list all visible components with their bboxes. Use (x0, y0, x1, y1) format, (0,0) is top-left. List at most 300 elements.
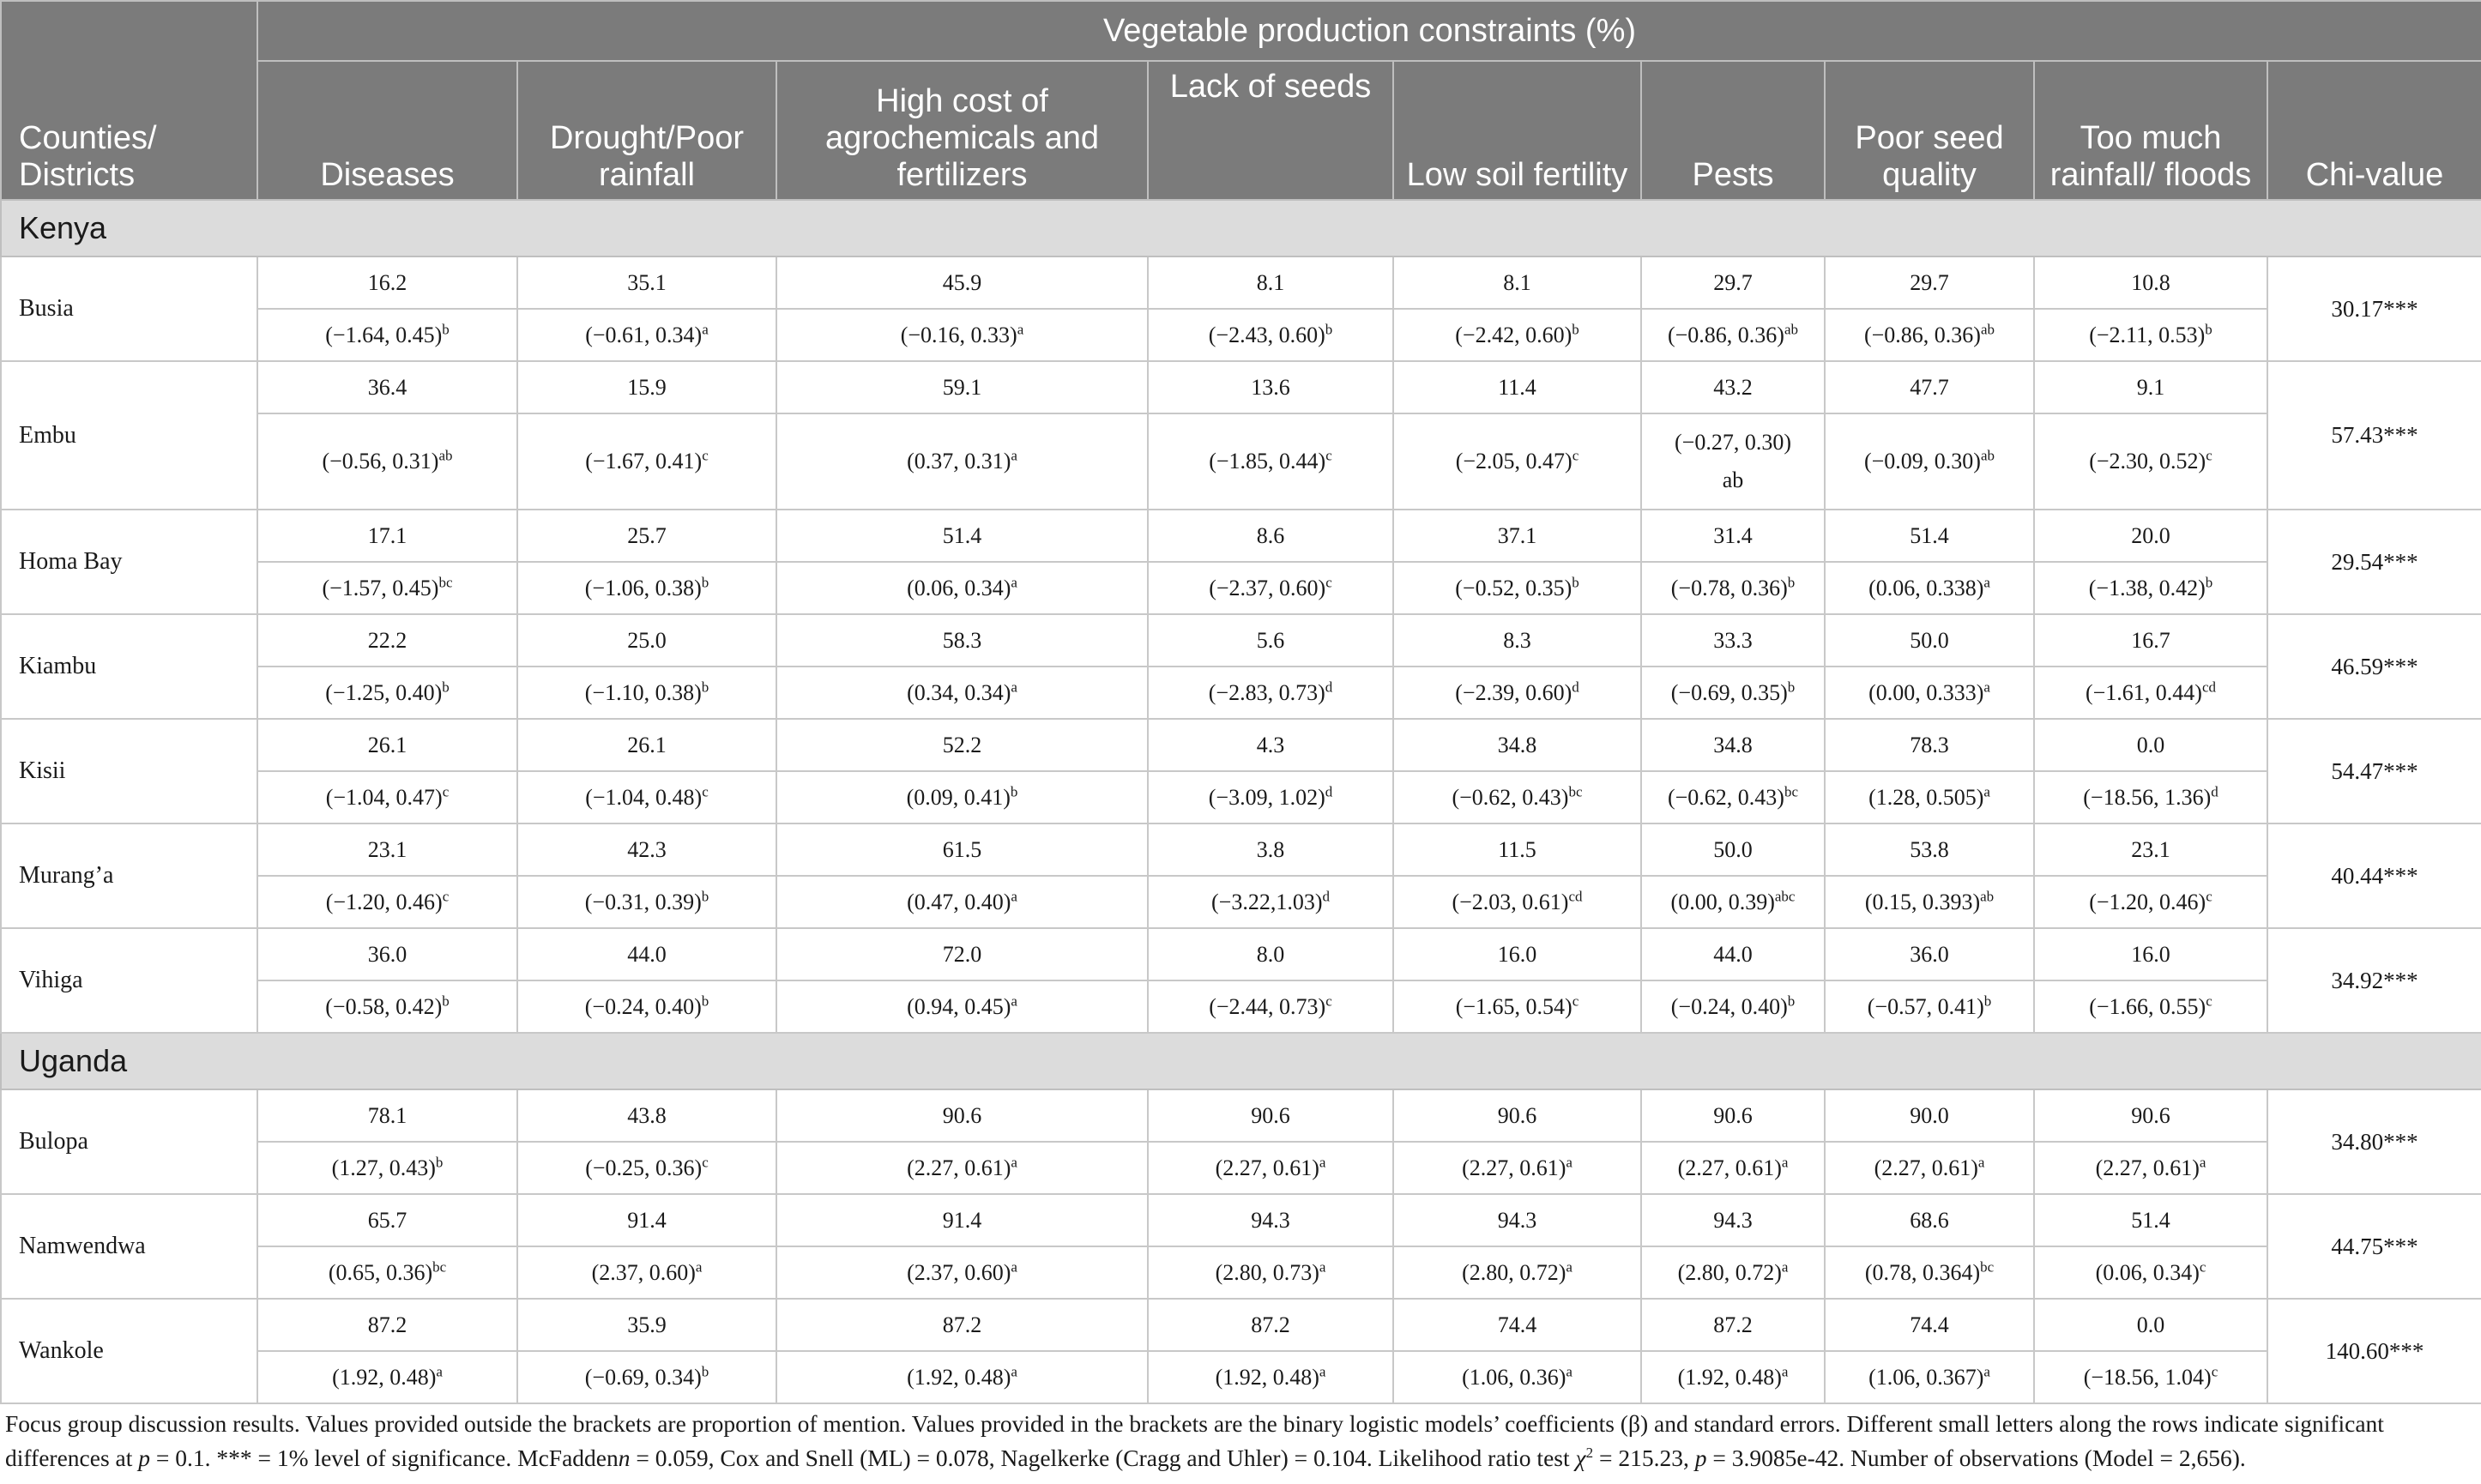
significance-letter: a (1011, 887, 1017, 904)
county-name: Wankole (1, 1299, 257, 1403)
coefficient-cell (257, 309, 517, 361)
significance-letter: a (1319, 1258, 1326, 1275)
footnote-text-a: = 0.1. *** = 1% level of significance. McFadden (150, 1445, 619, 1471)
section-row (1, 200, 2481, 256)
coefficient-text: (−1.04, 0.48) (585, 784, 703, 810)
coefficient-text: (−2.39, 0.60) (1455, 679, 1573, 705)
significance-letter: b (701, 1362, 709, 1379)
proportion-cell: 44.0 (517, 928, 776, 980)
footnote-p-symbol: p (138, 1445, 150, 1471)
table-body (1, 200, 2481, 1403)
coefficient-text: (−1.61, 0.44) (2085, 679, 2202, 705)
proportion-cell: 8.6 (1148, 510, 1393, 562)
significance-letter: d (2211, 782, 2218, 799)
proportion-cell: 58.3 (776, 614, 1148, 667)
significance-letter: b (1983, 992, 1992, 1009)
table-row (1, 1299, 2481, 1351)
chi-value-cell: 30.17*** (2267, 256, 2481, 361)
significance-letter: c (1325, 573, 1332, 590)
coefficient-cell (1148, 309, 1393, 361)
coefficient-cell (1825, 562, 2034, 614)
significance-letter: d (1322, 887, 1330, 904)
footnote-text-d: = 3.9085e-42. Number of observations (Model = 2,656). (1706, 1445, 2246, 1471)
proportion-cell: 36.0 (257, 928, 517, 980)
coefficient-row (1, 413, 2481, 510)
coefficient-text: (−0.58, 0.42) (325, 993, 443, 1019)
coefficient-cell (1393, 667, 1641, 719)
coefficient-text: (−2.30, 0.52) (2089, 449, 2206, 474)
proportion-cell: 11.5 (1393, 823, 1641, 876)
coefficient-text: (2.27, 0.61) (1677, 1155, 1782, 1180)
significance-letter: b (2205, 573, 2213, 590)
coefficient-text: (−2.37, 0.60) (1209, 575, 1326, 600)
coefficient-text: (2.80, 0.72) (1677, 1259, 1782, 1285)
significance-letter: c (1325, 992, 1332, 1009)
significance-letter: b (435, 1153, 444, 1170)
chi-value-cell: 54.47*** (2267, 719, 2481, 823)
table-footnote (5, 1407, 2469, 1475)
proportion-cell: 87.2 (1148, 1299, 1393, 1351)
significance-letter: c (1325, 447, 1332, 464)
coefficient-row (1, 309, 2481, 361)
proportion-cell: 94.3 (1641, 1194, 1825, 1246)
significance-letter: a (1011, 1362, 1017, 1379)
significance-letter: b (1787, 573, 1796, 590)
coefficient-row (1, 1351, 2481, 1403)
coefficient-text: (1.06, 0.367) (1868, 1364, 1984, 1390)
proportion-cell: 87.2 (1641, 1299, 1825, 1351)
coefficient-row (1, 980, 2481, 1033)
proportion-cell: 36.0 (1825, 928, 2034, 980)
chi-value-cell: 140.60*** (2267, 1299, 2481, 1403)
coefficient-text: (0.09, 0.41) (906, 784, 1011, 810)
footnote-text-c: = 215.23, (1593, 1445, 1695, 1471)
significance-letter: a (1781, 1258, 1789, 1275)
county-name: Embu (1, 361, 257, 510)
coefficient-cell (2034, 1246, 2267, 1299)
footnote-text-b: = 0.059, Cox and Snell (ML) = 0.078, Nagelkerke (Cragg and Uhler) = 0.104. Likelihood ratio test (630, 1445, 1576, 1471)
significance-letter: a (1011, 678, 1017, 695)
coefficient-text: (−2.44, 0.73) (1209, 993, 1326, 1019)
significance-letter: bc (432, 1258, 447, 1275)
significance-letter: a (1319, 1153, 1326, 1170)
proportion-cell: 43.8 (517, 1089, 776, 1142)
coefficient-cell (1825, 309, 2034, 361)
significance-letter: a (2199, 1153, 2206, 1170)
coefficient-text: (1.92, 0.48) (1677, 1364, 1782, 1390)
coefficient-cell (257, 1246, 517, 1299)
coefficient-text: (2.80, 0.72) (1462, 1259, 1566, 1285)
proportion-cell: 59.1 (776, 361, 1148, 413)
table-row (1, 928, 2481, 980)
significance-letter: b (1787, 992, 1796, 1009)
significance-letter: d (1325, 782, 1333, 799)
significance-letter: cd (2201, 678, 2217, 695)
proportion-cell: 4.3 (1148, 719, 1393, 771)
coefficient-text: (2.27, 0.61) (907, 1155, 1011, 1180)
coefficient-text: (−0.24, 0.40) (1670, 993, 1788, 1019)
proportion-cell: 20.0 (2034, 510, 2267, 562)
table-row (1, 361, 2481, 413)
chi-value-cell: 40.44*** (2267, 823, 2481, 928)
proportion-cell: 47.7 (1825, 361, 2034, 413)
column-header-diseases: Diseases (257, 61, 517, 200)
table-row (1, 256, 2481, 309)
proportion-cell: 90.6 (1641, 1089, 1825, 1142)
proportion-cell: 94.3 (1148, 1194, 1393, 1246)
coefficient-cell (1393, 771, 1641, 823)
column-header-too-much-rainfall: Too much rainfall/ floods (2034, 61, 2267, 200)
coefficient-cell (1148, 1142, 1393, 1194)
coefficient-cell (776, 1246, 1148, 1299)
coefficient-cell (776, 309, 1148, 361)
significance-letter: a (1983, 573, 1990, 590)
significance-letter: a (1566, 1362, 1573, 1379)
coefficient-text: (0.06, 0.34) (907, 575, 1011, 600)
coefficient-text: (2.27, 0.61) (2095, 1155, 2200, 1180)
chi-value-cell: 57.43*** (2267, 361, 2481, 510)
coefficient-text: (0.65, 0.36) (328, 1259, 433, 1285)
coefficient-cell (776, 562, 1148, 614)
column-header-low-soil-fertility: Low soil fertility (1393, 61, 1641, 200)
coefficient-cell (517, 309, 776, 361)
proportion-cell: 34.8 (1393, 719, 1641, 771)
section-label: Uganda (1, 1033, 2481, 1089)
significance-letter: c (702, 1153, 709, 1170)
proportion-cell: 23.1 (257, 823, 517, 876)
coefficient-text: (1.06, 0.36) (1462, 1364, 1566, 1390)
coefficient-cell (257, 980, 517, 1033)
coefficient-cell (517, 980, 776, 1033)
significance-letter: c (442, 782, 450, 799)
coefficient-text: (−1.06, 0.38) (584, 575, 702, 600)
significance-letter: a (1983, 678, 1990, 695)
coefficient-text: (−1.65, 0.54) (1455, 993, 1573, 1019)
coefficient-cell (257, 1142, 517, 1194)
proportion-cell: 90.6 (2034, 1089, 2267, 1142)
coefficient-text: (0.06, 0.34) (2095, 1259, 2200, 1285)
coefficient-text: (−0.69, 0.34) (584, 1364, 702, 1390)
significance-letter: a (1977, 1153, 1985, 1170)
coefficient-cell (1825, 876, 2034, 928)
significance-letter: b (701, 992, 709, 1009)
coefficient-text: (−1.57, 0.45) (322, 575, 439, 600)
proportion-cell: 34.8 (1641, 719, 1825, 771)
coefficient-cell (1825, 1246, 2034, 1299)
coefficient-text: (0.78, 0.364) (1864, 1259, 1981, 1285)
significance-letter: ab (1980, 320, 1995, 337)
coefficient-text: (−18.56, 1.36) (2083, 784, 2212, 810)
coefficient-text: (−2.42, 0.60) (1455, 322, 1573, 347)
coefficient-text: (1.92, 0.48) (1215, 1364, 1319, 1390)
coefficient-cell (517, 771, 776, 823)
significance-letter: b (701, 678, 709, 695)
coefficient-cell (1148, 876, 1393, 928)
coefficient-cell (517, 1142, 776, 1194)
coefficient-cell (1641, 413, 1825, 510)
significance-letter: a (1011, 447, 1017, 464)
proportion-cell: 5.6 (1148, 614, 1393, 667)
significance-letter: a (1011, 1258, 1017, 1275)
proportion-cell: 90.6 (1393, 1089, 1641, 1142)
coefficient-row (1, 771, 2481, 823)
proportion-cell: 90.0 (1825, 1089, 2034, 1142)
significance-letter: a (1781, 1362, 1789, 1379)
significance-letter: a (1566, 1153, 1573, 1170)
proportion-cell: 91.4 (776, 1194, 1148, 1246)
proportion-cell: 50.0 (1641, 823, 1825, 876)
chi-value-cell: 34.92*** (2267, 928, 2481, 1033)
coefficient-text: (−1.04, 0.47) (325, 784, 443, 810)
coefficient-cell (1641, 876, 1825, 928)
coefficient-text: (−18.56, 1.04) (2083, 1364, 2212, 1390)
significance-letter: ab (1980, 447, 1995, 464)
constraints-supra-header: Vegetable production constraints (%) (257, 1, 2481, 61)
proportion-cell: 78.1 (257, 1089, 517, 1142)
proportion-cell: 74.4 (1393, 1299, 1641, 1351)
coefficient-cell (517, 667, 776, 719)
coefficient-cell (517, 876, 776, 928)
coefficient-text: (0.34, 0.34) (907, 679, 1011, 705)
coefficient-cell (1393, 1142, 1641, 1194)
coefficient-text: (−0.25, 0.36) (585, 1155, 703, 1180)
significance-letter: bc (1980, 1258, 1995, 1275)
proportion-cell: 8.0 (1148, 928, 1393, 980)
proportion-cell: 17.1 (257, 510, 517, 562)
proportion-cell: 72.0 (776, 928, 1148, 980)
significance-letter: bc (1784, 782, 1799, 799)
significance-letter: b (442, 992, 450, 1009)
coefficient-cell (776, 413, 1148, 510)
coefficient-cell (776, 771, 1148, 823)
coefficient-row (1, 1246, 2481, 1299)
proportion-cell: 10.8 (2034, 256, 2267, 309)
chi-value-cell: 44.75*** (2267, 1194, 2481, 1299)
coefficient-text: (1.27, 0.43) (331, 1155, 436, 1180)
coefficient-text: (0.06, 0.338) (1868, 575, 1984, 600)
coefficient-cell (517, 1351, 776, 1403)
proportion-cell: 11.4 (1393, 361, 1641, 413)
coefficient-cell (2034, 667, 2267, 719)
coefficient-text: (2.27, 0.61) (1462, 1155, 1566, 1180)
coefficient-text: (2.27, 0.61) (1215, 1155, 1319, 1180)
proportion-cell: 8.1 (1393, 256, 1641, 309)
significance-letter: b (1572, 320, 1579, 337)
county-name: Namwendwa (1, 1194, 257, 1299)
table-row (1, 510, 2481, 562)
significance-letter: d (1572, 678, 1579, 695)
proportion-cell: 90.6 (776, 1089, 1148, 1142)
section-label: Kenya (1, 200, 2481, 256)
proportion-cell: 35.1 (517, 256, 776, 309)
coefficient-cell (257, 562, 517, 614)
proportion-cell: 13.6 (1148, 361, 1393, 413)
county-name: Bulopa (1, 1089, 257, 1194)
proportion-cell: 0.0 (2034, 1299, 2267, 1351)
coefficient-cell (517, 1246, 776, 1299)
proportion-cell: 94.3 (1393, 1194, 1641, 1246)
section-row (1, 1033, 2481, 1089)
proportion-cell: 22.2 (257, 614, 517, 667)
significance-letter: c (2199, 1258, 2206, 1275)
coefficient-cell (1393, 413, 1641, 510)
significance-letter: c (2206, 887, 2212, 904)
county-name: Homa Bay (1, 510, 257, 614)
coefficient-cell (2034, 309, 2267, 361)
coefficient-cell (257, 1351, 517, 1403)
proportion-cell: 42.3 (517, 823, 776, 876)
coefficient-cell (257, 771, 517, 823)
coefficient-text: (−1.66, 0.55) (2089, 993, 2206, 1019)
significance-letter: b (701, 573, 709, 590)
coefficient-text: (−2.43, 0.60) (1208, 322, 1325, 347)
county-name: Kiambu (1, 614, 257, 719)
chi-value-cell: 29.54*** (2267, 510, 2481, 614)
proportion-cell: 26.1 (517, 719, 776, 771)
coefficient-cell (776, 1142, 1148, 1194)
significance-letter: cd (1568, 887, 1583, 904)
coefficient-text: (−0.62, 0.43) (1452, 784, 1569, 810)
significance-letter: a (1011, 1153, 1017, 1170)
coefficient-cell (1825, 1142, 2034, 1194)
significance-letter: a (1781, 1153, 1789, 1170)
significance-letter: ab (438, 447, 453, 464)
significance-letter-wrapped: ab (1722, 468, 1744, 492)
column-header-high-cost: High cost of agrochemicals and fertilizers (776, 61, 1148, 200)
significance-letter: c (702, 782, 709, 799)
coefficient-cell (257, 413, 517, 510)
coefficient-cell (1393, 1246, 1641, 1299)
column-header-drought: Drought/Poor rainfall (517, 61, 776, 200)
proportion-cell: 23.1 (2034, 823, 2267, 876)
coefficient-cell (1825, 771, 2034, 823)
significance-letter: b (1572, 573, 1579, 590)
column-header-pests: Pests (1641, 61, 1825, 200)
proportion-cell: 33.3 (1641, 614, 1825, 667)
coefficient-text: (2.27, 0.61) (1874, 1155, 1978, 1180)
coefficient-cell (1641, 1142, 1825, 1194)
coefficient-text: (−0.62, 0.43) (1667, 784, 1784, 810)
coefficient-cell (1641, 771, 1825, 823)
significance-letter: bc (1568, 782, 1583, 799)
coefficient-text: (1.92, 0.48) (907, 1364, 1011, 1390)
coefficient-cell (1148, 1351, 1393, 1403)
significance-letter: b (2205, 320, 2212, 337)
proportion-cell: 35.9 (517, 1299, 776, 1351)
coefficient-text: (2.80, 0.73) (1215, 1259, 1319, 1285)
coefficient-cell (1148, 1246, 1393, 1299)
coefficient-cell (1393, 562, 1641, 614)
coefficient-text: (−1.64, 0.45) (325, 322, 443, 347)
proportion-cell: 16.0 (2034, 928, 2267, 980)
coefficient-cell (1641, 1351, 1825, 1403)
significance-letter: b (1325, 320, 1333, 337)
table-row (1, 614, 2481, 667)
chi-value-cell: 46.59*** (2267, 614, 2481, 719)
table-row (1, 823, 2481, 876)
coefficient-cell (2034, 413, 2267, 510)
significance-letter: b (701, 887, 709, 904)
coefficient-cell (257, 667, 517, 719)
coefficient-text: (−1.85, 0.44) (1209, 449, 1326, 474)
coefficient-text: (−0.27, 0.30) (1675, 430, 1791, 455)
column-header-lack-of-seeds: Lack of seeds (1148, 61, 1393, 200)
coefficient-text: (−0.61, 0.34) (585, 322, 703, 347)
coefficient-text: (0.15, 0.393) (1864, 889, 1981, 914)
significance-letter: a (1011, 992, 1017, 1009)
table-header (1, 1, 2481, 200)
footnote-n-symbol: n (618, 1445, 631, 1471)
proportion-cell: 65.7 (257, 1194, 517, 1246)
significance-letter: a (436, 1362, 443, 1379)
coefficient-text: (−1.10, 0.38) (584, 679, 702, 705)
coefficient-text: (−0.69, 0.35) (1670, 679, 1788, 705)
proportion-cell: 8.3 (1393, 614, 1641, 667)
proportion-cell: 43.2 (1641, 361, 1825, 413)
coefficient-row (1, 667, 2481, 719)
proportion-cell: 15.9 (517, 361, 776, 413)
coefficient-text: (−0.09, 0.30) (1863, 449, 1981, 474)
coefficient-text: (−0.56, 0.31) (322, 449, 439, 474)
significance-letter: ab (1980, 887, 1995, 904)
coefficient-cell (776, 1351, 1148, 1403)
proportion-cell: 16.2 (257, 256, 517, 309)
significance-letter: c (1572, 992, 1579, 1009)
coefficient-cell (1641, 1246, 1825, 1299)
coefficient-text: (−2.11, 0.53) (2089, 322, 2206, 347)
proportion-cell: 61.5 (776, 823, 1148, 876)
coefficient-cell (517, 413, 776, 510)
coefficient-cell (1641, 980, 1825, 1033)
coefficient-text: (−2.05, 0.47) (1455, 449, 1573, 474)
coefficient-cell (776, 667, 1148, 719)
coefficient-row (1, 562, 2481, 614)
proportion-cell: 51.4 (776, 510, 1148, 562)
proportion-cell: 90.6 (1148, 1089, 1393, 1142)
significance-letter: ab (1784, 320, 1799, 337)
coefficient-text: (−3.22,1.03) (1211, 889, 1323, 914)
significance-letter: a (1319, 1362, 1326, 1379)
proportion-cell: 74.4 (1825, 1299, 2034, 1351)
significance-letter: c (2206, 447, 2212, 464)
significance-letter: c (1572, 447, 1579, 464)
coefficient-text: (2.37, 0.60) (907, 1259, 1011, 1285)
coefficient-row (1, 1142, 2481, 1194)
county-column-header: Counties/ Districts (1, 1, 257, 200)
significance-letter: a (702, 320, 709, 337)
coefficient-cell (2034, 980, 2267, 1033)
coefficient-text: (2.37, 0.60) (591, 1259, 696, 1285)
proportion-cell: 29.7 (1641, 256, 1825, 309)
proportion-cell: 44.0 (1641, 928, 1825, 980)
significance-letter: abc (1774, 887, 1796, 904)
coefficient-cell (1641, 562, 1825, 614)
significance-letter: c (2211, 1362, 2218, 1379)
coefficient-cell (2034, 562, 2267, 614)
column-header-chi-value: Chi-value (2267, 61, 2481, 200)
significance-letter: d (1325, 678, 1333, 695)
proportion-cell: 37.1 (1393, 510, 1641, 562)
coefficient-text: (−0.57, 0.41) (1867, 993, 1984, 1019)
proportion-cell: 25.0 (517, 614, 776, 667)
proportion-cell: 51.4 (1825, 510, 2034, 562)
coefficient-cell (1148, 562, 1393, 614)
coefficient-text: (−1.20, 0.46) (2089, 889, 2206, 914)
coefficient-text: (−1.20, 0.46) (325, 889, 443, 914)
coefficient-text: (−1.38, 0.42) (2088, 575, 2206, 600)
county-name: Busia (1, 256, 257, 361)
proportion-cell: 78.3 (1825, 719, 2034, 771)
